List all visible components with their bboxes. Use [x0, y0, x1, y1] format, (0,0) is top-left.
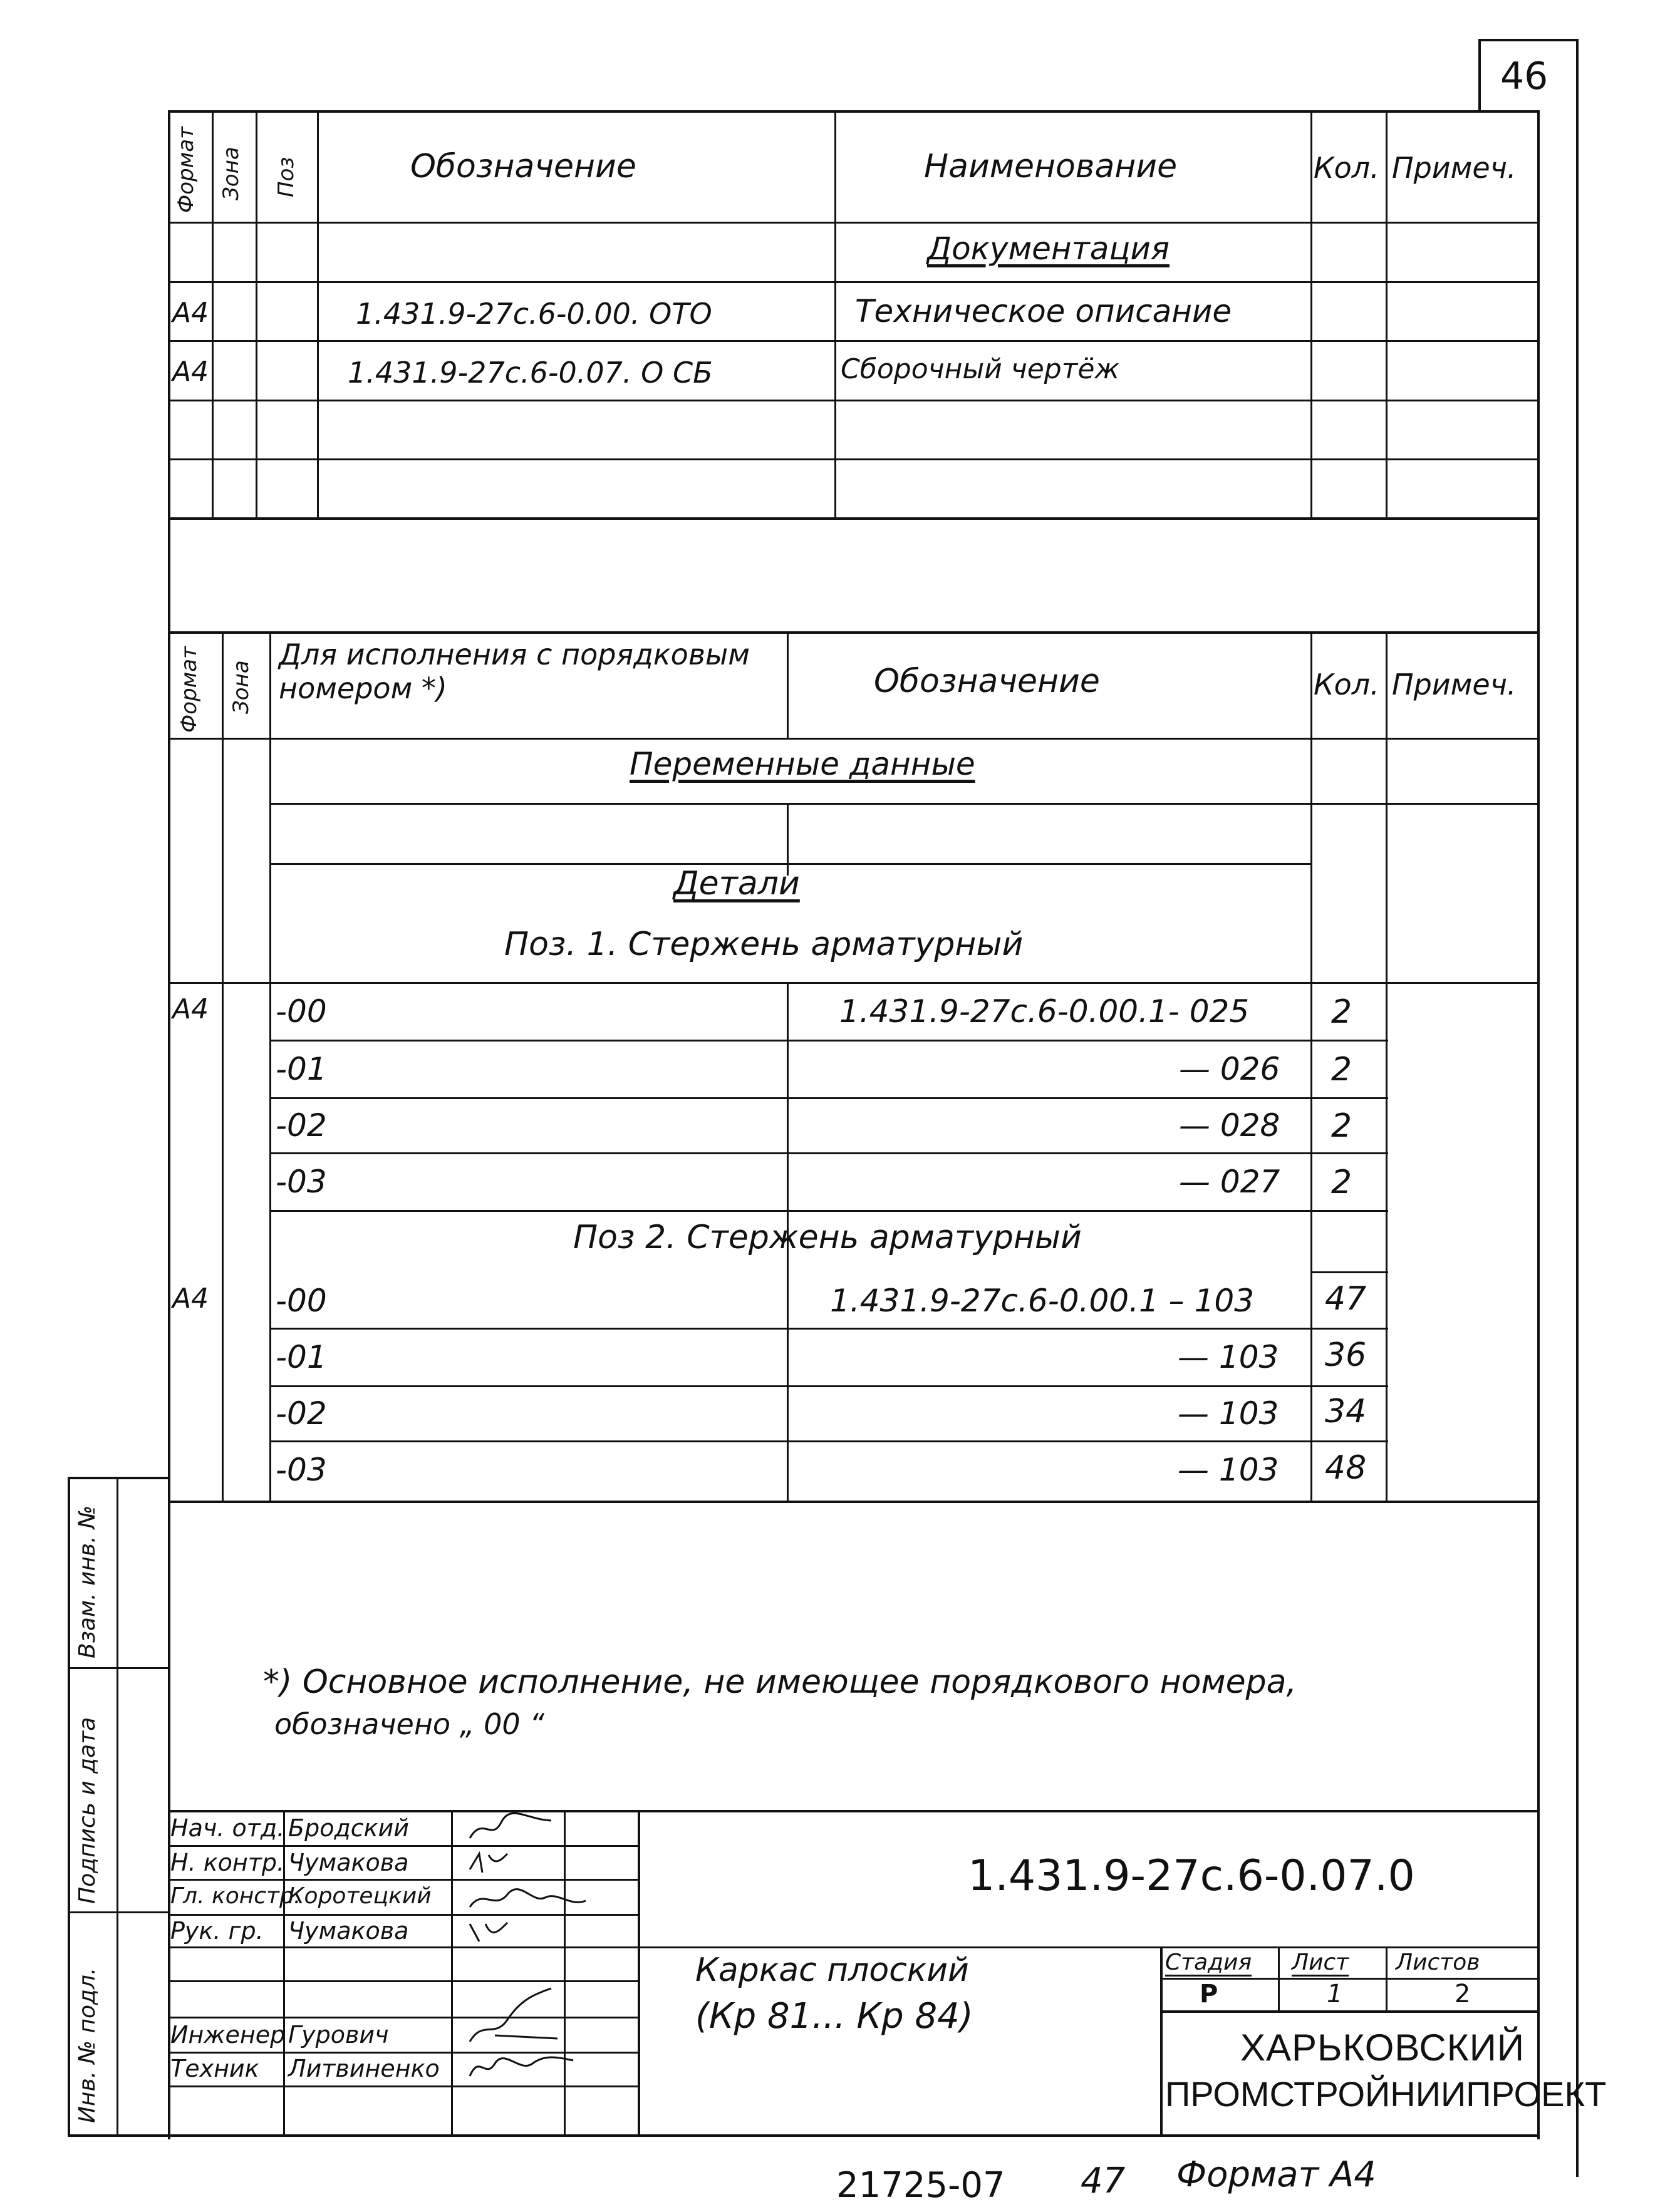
- pos2-title: Поз 2. Стержень арматурный: [573, 1219, 1082, 1256]
- pos2-row-1-qty: 47: [1325, 1280, 1367, 1318]
- section-parts: Детали: [673, 865, 800, 902]
- spec-header-qty: Кол.: [1314, 151, 1379, 185]
- pos1-row-1-exec: -00: [276, 993, 327, 1030]
- footnote-line-1: *) Основное исполнение, не имеющее порядкового номера,: [263, 1663, 1297, 1701]
- frame-right: [1537, 517, 1540, 2139]
- name-7: Литвиненко: [288, 2055, 440, 2082]
- footnote-line-2: обозначено „ 00 “: [274, 1707, 545, 1741]
- spec-header-zone: Зона: [219, 147, 244, 200]
- pos1-row-1-qty: 2: [1331, 993, 1352, 1031]
- role-7: Техник: [170, 2055, 259, 2082]
- pos2-row-3-designation: — 103: [1178, 1395, 1279, 1432]
- stage-label: Стадия: [1165, 1950, 1252, 1975]
- signature-3: [464, 1882, 589, 1916]
- name-6: Гурович: [288, 2021, 389, 2049]
- sheets-value: 2: [1455, 1980, 1471, 2008]
- pos1-row-4-exec: -03: [276, 1164, 327, 1200]
- signature-2: [464, 1848, 558, 1879]
- right-border: [1576, 110, 1579, 2177]
- pos2-row-4-exec: -03: [276, 1452, 327, 1488]
- bottom-format: Формат А4: [1176, 2154, 1376, 2195]
- spec-header-format: Формат: [174, 127, 199, 213]
- spec-header-pos: Поз: [274, 157, 299, 197]
- org-line-2: ПРОМСТРОЙНИИПРОЕКТ: [1165, 2074, 1607, 2114]
- var-header-qty: Кол.: [1314, 668, 1379, 701]
- name-4: Чумакова: [288, 1917, 409, 1945]
- pos1-row-3-designation: — 028: [1179, 1107, 1280, 1144]
- doc-row-2-name: Сборочный чертёж: [841, 353, 1120, 385]
- pos2-row-3-qty: 34: [1325, 1393, 1367, 1430]
- pos2-row-2-exec: -01: [276, 1339, 327, 1375]
- signature-4: [464, 1916, 558, 1948]
- side-stamp-inv-vzam: Взам. инв. №: [75, 1505, 100, 1658]
- doc-row-1-designation: 1.431.9-27с.6-0.00. ОТО: [356, 297, 712, 331]
- doc-code: 1.431.9-27с.6-0.07.0: [968, 1851, 1415, 1901]
- pos2-row-4-designation: — 103: [1178, 1452, 1279, 1488]
- signature-1: [464, 1813, 558, 1844]
- pos2-row-2-designation: — 103: [1178, 1339, 1279, 1375]
- pos2-row-1-format: А4: [172, 1283, 209, 1315]
- name-1: Бродский: [288, 1814, 409, 1842]
- pos1-row-4-qty: 2: [1331, 1164, 1352, 1201]
- role-6: Инженер: [170, 2021, 286, 2049]
- pos1-row-3-exec: -02: [276, 1107, 327, 1144]
- spec-header-note: Примеч.: [1392, 151, 1517, 185]
- role-2: Н. контр.: [170, 1849, 285, 1876]
- name-2: Чумакова: [288, 1849, 409, 1876]
- pos2-row-2-qty: 36: [1325, 1336, 1367, 1374]
- section-documentation: Документация: [927, 230, 1170, 267]
- pos2-row-3-exec: -02: [276, 1395, 327, 1432]
- doc-row-1-name: Техническое описание: [855, 293, 1232, 329]
- stage-value: Р: [1200, 1980, 1218, 2008]
- role-3: Гл. констр.: [170, 1883, 301, 1909]
- pos1-row-1-format: А4: [172, 993, 209, 1025]
- signature-6: [457, 1982, 564, 2051]
- side-stamp-inv-podl: Инв. № подл.: [75, 1967, 100, 2123]
- product-line-2: (Кр 81... Кр 84): [695, 1996, 973, 2037]
- sheets-label: Листов: [1396, 1950, 1480, 1975]
- bottom-number: 21725-07: [836, 2165, 1005, 2206]
- pos2-row-1-designation: 1.431.9-27с.6-0.00.1 – 103: [830, 1283, 1255, 1319]
- spec-header-name: Наименование: [924, 148, 1178, 185]
- role-1: Нач. отд.: [170, 1814, 285, 1842]
- org-line-1: ХАРЬКОВСКИЙ: [1240, 2027, 1525, 2069]
- sheet-label: Лист: [1292, 1950, 1349, 1975]
- sheet-value: 1: [1327, 1980, 1343, 2008]
- side-stamp-sign-date: Подпись и дата: [75, 1717, 100, 1904]
- name-3: Коротецкий: [288, 1883, 432, 1909]
- pos1-row-4-designation: — 027: [1179, 1164, 1280, 1200]
- pos2-row-1-exec: -00: [276, 1283, 327, 1319]
- pos2-row-4-qty: 48: [1325, 1449, 1367, 1487]
- bottom-page: 47: [1081, 2161, 1126, 2201]
- var-header-format: Формат: [177, 646, 202, 733]
- var-header-execution: Для исполнения с порядковым номером *): [279, 638, 750, 705]
- pos1-title: Поз. 1. Стержень арматурный: [504, 926, 1024, 963]
- page-number: 46: [1500, 54, 1548, 98]
- pos1-row-2-qty: 2: [1331, 1051, 1352, 1088]
- var-header-note: Примеч.: [1392, 668, 1517, 701]
- pos1-row-2-designation: — 026: [1179, 1051, 1280, 1087]
- pos1-row-1-designation: 1.431.9-27с.6-0.00.1- 025: [839, 993, 1250, 1030]
- product-line-1: Каркас плоский: [695, 1951, 969, 1989]
- pos1-row-2-exec: -01: [276, 1051, 327, 1087]
- var-header-designation: Обозначение: [874, 663, 1100, 700]
- var-header-zone: Зона: [229, 660, 254, 714]
- signature-7: [464, 2048, 576, 2085]
- doc-row-2-format: А4: [172, 356, 209, 388]
- spec-header-designation: Обозначение: [410, 148, 636, 185]
- doc-row-2-designation: 1.431.9-27с.6-0.07. О СБ: [348, 356, 713, 390]
- role-4: Рук. гр.: [170, 1917, 264, 1945]
- section-variable-data: Переменные данные: [630, 746, 975, 782]
- doc-row-1-format: А4: [172, 297, 209, 329]
- pos1-row-3-qty: 2: [1331, 1107, 1352, 1145]
